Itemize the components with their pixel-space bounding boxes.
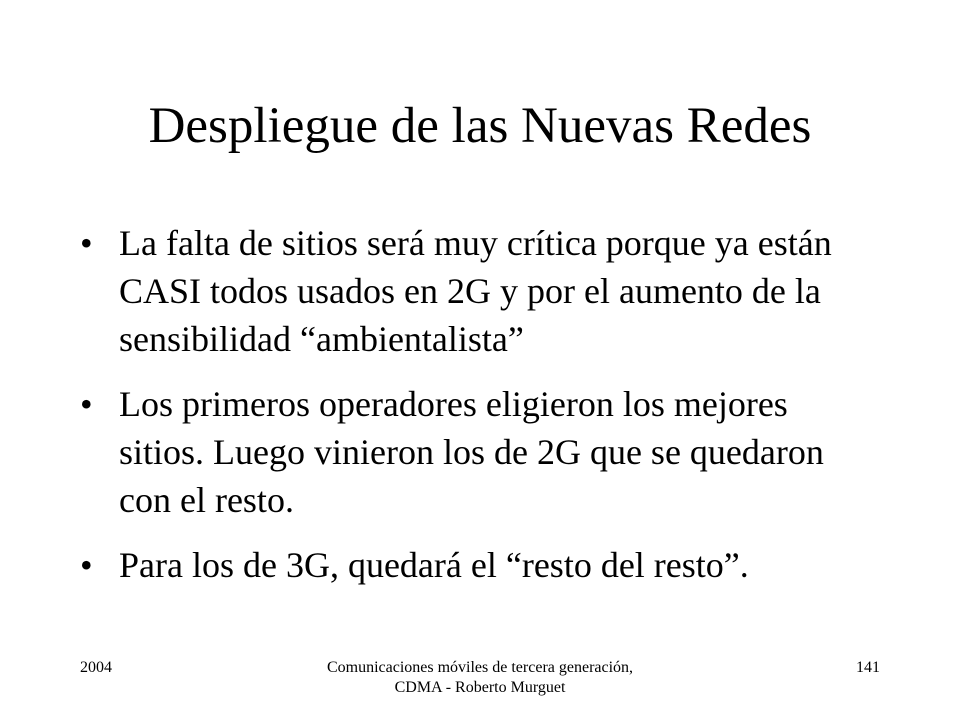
bullet-list — [80, 219, 880, 606]
bullet-item — [80, 219, 880, 363]
bullet-item — [80, 541, 880, 589]
bullet-item — [80, 380, 880, 524]
bullet-text: La falta de sitios será muy crítica porque ya están CASI todos usados en 2G y por el aumento de la sensibilidad “ambientalista” — [119, 223, 832, 359]
bullet-text: Para los de 3G, quedará el “resto del resto”. — [119, 545, 749, 585]
footer-year: 2004 — [80, 659, 112, 676]
bullet-marker: • — [80, 384, 93, 424]
bullet-text: Los primeros operadores eligieron los mejores sitios. Luego vinieron los de 2G que se quedaron con el resto. — [119, 384, 824, 520]
slide-title: Despliegue de las Nuevas Redes — [148, 98, 812, 154]
bullet-marker: • — [80, 545, 93, 585]
footer-course-title: Comunicaciones móviles de tercera generación, CDMA - Roberto Murguet — [326, 659, 634, 696]
bullet-marker: • — [80, 223, 93, 263]
footer-page-number: 141 — [856, 659, 880, 676]
